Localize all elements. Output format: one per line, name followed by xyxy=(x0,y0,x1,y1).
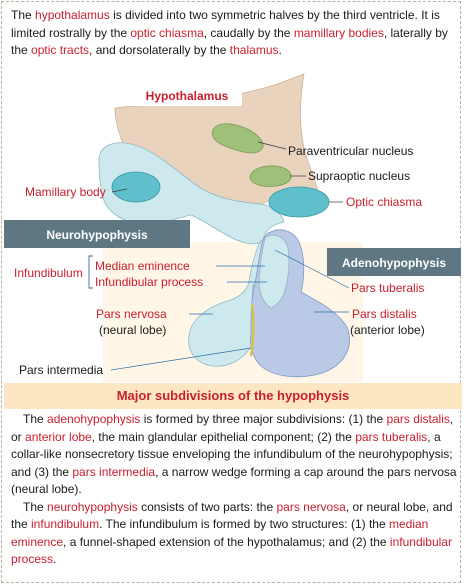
text-segment: , laterally by the xyxy=(11,25,448,57)
highlighted-term: adenohypophysis xyxy=(47,412,141,426)
highlighted-term: mamillary bodies xyxy=(293,25,384,40)
highlighted-term: infundibulum xyxy=(31,517,100,531)
text-segment: is divided into two symmetric halves by the third ventricle. It is limited rostrally by the xyxy=(11,8,440,40)
label-mamillary-body: Mamillary body xyxy=(25,185,106,199)
text-segment: . xyxy=(53,552,57,566)
text-segment: , or neural lobe, and the xyxy=(11,499,453,531)
text-segment: . xyxy=(278,43,282,57)
highlighted-term: median eminence xyxy=(11,517,429,549)
neurohypophysis-paragraph xyxy=(11,499,457,569)
label-optic-chiasma: Optic chiasma xyxy=(346,195,423,209)
text-segment: , a funnel-shaped extension of the hypothalamus; and (2) the xyxy=(63,534,390,549)
text-segment: consists of two parts: the xyxy=(137,499,277,514)
figure-panel xyxy=(1,1,461,583)
label-anterior-lobe: (anterior lobe) xyxy=(350,323,425,337)
label-pars-distalis: Pars distalis xyxy=(352,307,417,321)
adenohypophysis-paragraph xyxy=(11,411,457,499)
text-segment: , or xyxy=(11,412,454,444)
text-segment: , and dorsolaterally by the xyxy=(89,43,230,57)
highlighted-term: pars distalis xyxy=(386,412,450,426)
hypophysis-diagram xyxy=(3,72,461,384)
label-neural-lobe: (neural lobe) xyxy=(99,323,167,337)
highlighted-term: infundibular process xyxy=(11,534,452,566)
highlighted-term: pars intermedia xyxy=(72,464,156,479)
label-infundibular-process: Infundibular process xyxy=(95,275,204,289)
body-text xyxy=(11,411,457,569)
label-pars-tuberalis: Pars tuberalis xyxy=(351,281,425,295)
figure-caption: Major subdivisions of the hypophysis xyxy=(4,383,462,409)
highlighted-term: anterior lobe xyxy=(25,429,92,444)
highlighted-term: optic chiasma xyxy=(130,25,204,40)
text-segment: , a narrow wedge forming a cap around the pars nervosa (neural lobe). xyxy=(11,464,457,496)
adenohypophysis-title: Adenohypophysis xyxy=(341,256,447,270)
infundibulum-bracket xyxy=(89,256,93,288)
label-pars-intermedia: Pars intermedia xyxy=(19,363,104,377)
optic-chiasma xyxy=(269,187,329,217)
label-median-eminence: Median eminence xyxy=(95,259,190,273)
text-segment: . The infundibulum is formed by two structures: (1) the xyxy=(99,517,389,531)
highlighted-term: optic tracts xyxy=(31,43,90,57)
highlighted-term: pars nervosa xyxy=(276,499,346,514)
label-supraoptic: Supraoptic nucleus xyxy=(308,169,411,183)
text-segment: , the main glandular epithelial component; (2) the xyxy=(91,429,356,444)
label-paraventricular: Paraventricular nucleus xyxy=(288,144,414,158)
mamillary-body xyxy=(112,172,160,202)
label-pars-nervosa: Pars nervosa xyxy=(96,307,167,321)
text-segment: , a collar-like nonsecretory tissue enveloping the infundibulum of the neurohypophysis; and (3) the xyxy=(11,429,453,479)
text-segment: The xyxy=(23,499,48,514)
highlighted-term: neurohypophysis xyxy=(47,499,138,514)
text-segment: , caudally by the xyxy=(203,25,294,40)
supraoptic-nucleus xyxy=(250,166,291,187)
text-segment: The xyxy=(23,412,48,426)
highlighted-term: hypothalamus xyxy=(35,8,110,22)
text-segment: The xyxy=(11,8,36,22)
neurohypophysis-title: Neurohypophysis xyxy=(46,228,148,242)
text-segment: is formed by three major subdivisions: (1) the xyxy=(140,412,387,426)
highlighted-term: thalamus xyxy=(229,43,279,57)
hypothalamus-title: Hypothalamus xyxy=(145,89,229,103)
label-infundibulum: Infundibulum xyxy=(14,266,83,280)
intro-paragraph xyxy=(11,7,457,60)
highlighted-term: pars tuberalis xyxy=(355,429,428,444)
